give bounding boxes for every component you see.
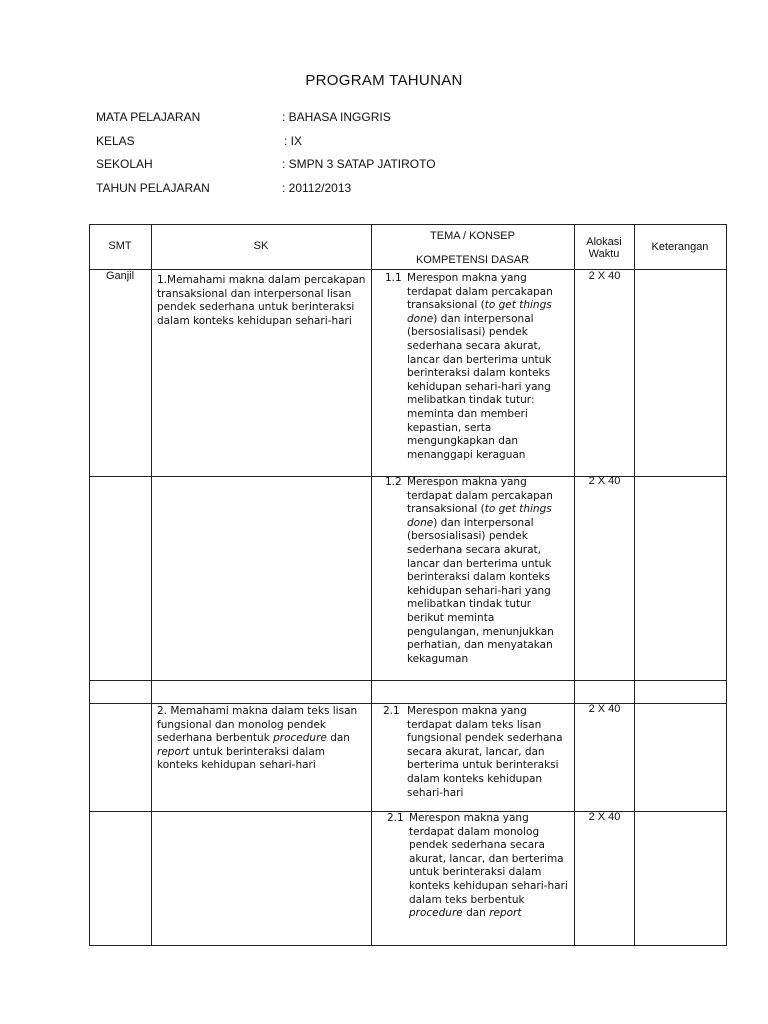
kd-text-emphasis: report [489,907,522,920]
col-divider [634,224,635,946]
sk-text-emphasis: procedure [273,732,327,745]
meta-value: : 20112/2013 [282,181,352,195]
table-border-right [726,224,727,946]
kd-text-mid: dan [462,907,490,920]
row3-sk [157,705,369,773]
table-border-top [89,224,727,225]
kd-text-pre: Merespon makna yang terdapat dalam monolog pendek sederhana secara akurat, lancar, dan berterima untuk berinteraksi dalam konteks kehidupan sehari-hari dalam teks berbentuk [409,812,568,906]
sk-text-pre: 2. Memahami makna dalam teks lisan fungsional dan monolog pendek sederhana berbentuk [157,705,358,745]
meta-label: MATA PELAJARAN [96,110,201,124]
kd-text [407,272,567,462]
row1-sk: 1.Memahami makna dalam percakapan transaksional dan interpersonal lisan pendek sederhana untuk berinteraksi dalam konteks kehidupan sehari-hari [157,274,366,327]
sk-text-post: untuk berinteraksi dalam konteks kehidupan sehari-hari [157,745,325,772]
col-divider [574,224,575,946]
row2-alokasi: 2 X 40 [588,475,621,487]
kd-number: 1.2 [385,476,402,488]
sk-text-emphasis: report [157,745,190,758]
col-divider [151,224,152,946]
meta-value: : IX [284,134,303,148]
meta-value: : BAHASA INGGRIS [282,110,391,124]
meta-value: : SMPN 3 SATAP JATIROTO [282,157,436,171]
header-smt: SMT [108,240,132,252]
table-border-left [89,224,90,946]
row3-alokasi: 2 X 40 [588,703,621,715]
kd-text-post: ) dan interpersonal (bersosialisasi) pendek sederhana secara akurat, lancar dan berterima untuk berinteraksi dalam konteks kehidupan sehari-hari yang melibatkan tindak tutur: meminta dan memberi kepastian, serta mengungkapkan dan menanggapi keraguan [407,312,552,461]
kd-text-post: ) dan interpersonal (bersosialisasi) pendek sederhana secara akurat, lancar dan berterima untuk berinteraksi dalam konteks kehidupan sehari-hari yang melibatkan tindak tutur berikut meminta pengulangan, menunjukkan perhatian, dan menyatakan kekaguman [407,516,554,665]
kd-text [407,476,567,666]
row1-alokasi: 2 X 40 [588,270,621,282]
kd-text-emphasis: to get things done [407,299,552,325]
header-alokasi-waktu: Alokasi Waktu [586,236,622,260]
meta-label: TAHUN PELAJARAN [96,181,210,195]
col-divider [371,224,372,946]
meta-label: SEKOLAH [96,157,153,171]
kd-number: 2.1 [383,705,400,717]
kd-text-emphasis: to get things done [407,503,552,529]
header-tema-konsep: TEMA / KONSEP [430,230,515,242]
header-kompetensi-dasar: KOMPETENSI DASAR [415,254,530,266]
header-sk: SK [253,240,269,252]
meta-label: KELAS [96,134,135,148]
kd-number: 2.1 [387,812,404,824]
header-keterangan: Keterangan [651,241,709,253]
kd-text-pre: Merespon makna yang terdapat dalam percakapan transaksional ( [407,476,553,516]
table-border-bottom [89,945,727,946]
kd-text: Merespon makna yang terdapat dalam teks lisan fungsional pendek sederhana secara akurat, lancar, dan berterima untuk berinteraksi dalam konteks kehidupan sehari-hari [407,705,563,799]
kd-text-pre: Merespon makna yang terdapat dalam percakapan transaksional ( [407,272,553,312]
kd-text-emphasis: procedure [409,907,463,920]
sk-text-mid: dan [326,732,350,745]
row1-smt: Ganjil [105,270,135,282]
page-title: PROGRAM TAHUNAN [305,72,463,89]
program-table [89,224,727,946]
kd-text [409,812,569,921]
row4-alokasi: 2 X 40 [588,811,621,823]
table-row-divider [89,680,727,681]
kd-number: 1.1 [385,272,402,284]
